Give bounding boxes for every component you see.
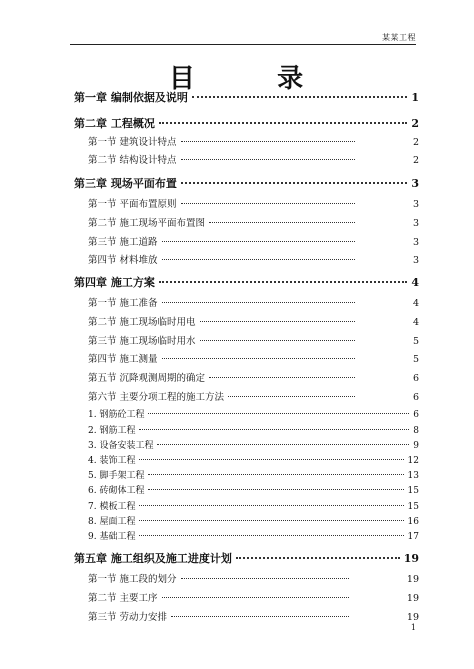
toc-section-row[interactable] bbox=[74, 389, 419, 403]
toc-entry-page: 2 bbox=[411, 117, 419, 130]
dot-leader bbox=[162, 301, 355, 303]
toc-item-row[interactable] bbox=[74, 529, 419, 542]
toc-entry-label: 第二节 结构设计特点 bbox=[88, 155, 177, 166]
title-char-right: 录 bbox=[277, 64, 306, 94]
toc-chapter-row[interactable] bbox=[74, 115, 419, 131]
dot-leader bbox=[181, 181, 408, 184]
toc-entry-label: 5. 脚手架工程 bbox=[88, 471, 145, 481]
toc-item-row[interactable] bbox=[74, 499, 419, 512]
toc-entry-label: 第五节 沉降观测周期的确定 bbox=[88, 373, 206, 384]
toc-item-row[interactable] bbox=[74, 468, 419, 481]
toc-entry-page: 13 bbox=[407, 471, 419, 481]
dot-leader bbox=[200, 320, 355, 322]
toc-entry-label: 3. 设备安装工程 bbox=[88, 441, 154, 451]
dot-leader bbox=[181, 158, 355, 160]
toc-section-row[interactable] bbox=[74, 152, 419, 166]
toc-entry-page: 3 bbox=[412, 218, 419, 229]
toc-item-row[interactable] bbox=[74, 423, 419, 436]
toc-section-row[interactable] bbox=[74, 571, 419, 585]
dot-leader bbox=[181, 577, 349, 579]
toc-section-row[interactable] bbox=[74, 234, 419, 248]
toc-entry-label: 第六节 主要分项工程的施工方法 bbox=[88, 392, 225, 403]
dot-leader bbox=[159, 280, 408, 283]
toc-section-row[interactable] bbox=[74, 196, 419, 210]
toc-entry-label: 7. 模板工程 bbox=[88, 502, 136, 512]
dot-leader bbox=[148, 488, 403, 490]
dot-leader bbox=[162, 258, 355, 260]
toc-entry-label: 第二节 主要工序 bbox=[88, 593, 158, 604]
toc-entry-page: 1 bbox=[411, 91, 419, 104]
toc-section-row[interactable] bbox=[74, 215, 419, 229]
toc-entry-page: 6 bbox=[412, 392, 419, 403]
toc-entry-label: 第二章 工程概况 bbox=[74, 117, 155, 130]
dot-leader bbox=[139, 534, 403, 536]
toc-entry-page: 15 bbox=[407, 486, 419, 496]
header-title: 某某工程 bbox=[382, 33, 416, 42]
toc-entry-page: 19 bbox=[403, 552, 419, 565]
dot-leader bbox=[181, 140, 355, 142]
toc-entry-page: 3 bbox=[412, 237, 419, 248]
dot-leader bbox=[209, 221, 355, 223]
toc-entry-label: 第二节 施工现场临时用电 bbox=[88, 317, 196, 328]
toc-entry-page: 5 bbox=[412, 354, 419, 365]
dot-leader bbox=[228, 395, 355, 397]
toc-entry-page: 3 bbox=[411, 177, 419, 190]
toc-entry-page: 3 bbox=[412, 199, 419, 210]
title-char-left: 目 bbox=[168, 64, 197, 94]
toc-entry-page: 6 bbox=[413, 410, 419, 420]
toc-entry-page: 2 bbox=[412, 155, 419, 166]
toc-entry-page: 4 bbox=[411, 276, 419, 289]
toc-entry-label: 第三节 施工道路 bbox=[88, 237, 158, 248]
dot-leader bbox=[200, 339, 355, 341]
toc-entry-page: 2 bbox=[412, 137, 419, 148]
toc-entry-label: 第四节 施工测量 bbox=[88, 354, 158, 365]
toc-item-row[interactable] bbox=[74, 514, 419, 527]
page-header bbox=[70, 30, 416, 45]
toc-entry-label: 第四节 材料堆放 bbox=[88, 255, 158, 266]
toc-entry-label: 2. 钢筋工程 bbox=[88, 426, 136, 436]
dot-leader bbox=[139, 504, 403, 506]
dot-leader bbox=[139, 519, 403, 521]
toc-entry-page: 8 bbox=[413, 426, 419, 436]
dot-leader bbox=[148, 473, 403, 475]
toc-chapter-row[interactable] bbox=[74, 274, 419, 290]
toc-section-row[interactable] bbox=[74, 295, 419, 309]
toc-entry-page: 3 bbox=[412, 255, 419, 266]
dot-leader bbox=[209, 376, 355, 378]
toc-section-row[interactable] bbox=[74, 609, 419, 623]
toc-entry-label: 第一节 平面布置原则 bbox=[88, 199, 177, 210]
toc-entry-page: 9 bbox=[413, 441, 419, 451]
toc-entry-page: 15 bbox=[407, 502, 419, 512]
page-number: 1 bbox=[410, 623, 416, 632]
toc-entry-label: 第一节 建筑设计特点 bbox=[88, 137, 177, 148]
toc-entry-page: 16 bbox=[407, 517, 419, 527]
dot-leader bbox=[171, 615, 349, 617]
toc-entry-label: 第二节 施工现场平面布置图 bbox=[88, 218, 206, 229]
toc-item-row[interactable] bbox=[74, 438, 419, 451]
toc-entry-label: 1. 钢筋砼工程 bbox=[88, 410, 145, 420]
toc-entry-page: 4 bbox=[412, 298, 419, 309]
dot-leader bbox=[148, 412, 409, 414]
toc-section-row[interactable] bbox=[74, 314, 419, 328]
dot-leader bbox=[157, 443, 409, 445]
toc-entry-page: 19 bbox=[406, 574, 419, 585]
toc-chapter-row[interactable] bbox=[74, 550, 419, 566]
toc-entry-label: 第一章 编制依据及说明 bbox=[74, 91, 188, 104]
toc-item-row[interactable] bbox=[74, 407, 419, 420]
toc-section-row[interactable] bbox=[74, 333, 419, 347]
toc-chapter-row[interactable] bbox=[74, 175, 419, 191]
toc-entry-label: 8. 屋面工程 bbox=[88, 517, 136, 527]
toc-chapter-row[interactable] bbox=[74, 89, 419, 105]
toc-entry-label: 第五章 施工组织及施工进度计划 bbox=[74, 552, 232, 565]
dot-leader bbox=[162, 240, 355, 242]
toc-section-row[interactable] bbox=[74, 590, 419, 604]
toc-entry-label: 第一节 施工段的划分 bbox=[88, 574, 177, 585]
toc-entry-page: 19 bbox=[406, 612, 419, 623]
toc-entry-label: 第三节 施工现场临时用水 bbox=[88, 336, 196, 347]
dot-leader bbox=[162, 357, 355, 359]
toc-section-row[interactable] bbox=[74, 351, 419, 365]
dot-leader bbox=[159, 121, 408, 124]
toc-entry-label: 第三节 劳动力安排 bbox=[88, 612, 168, 623]
toc-item-row[interactable] bbox=[74, 453, 419, 466]
toc-entry-label: 9. 基础工程 bbox=[88, 532, 136, 542]
toc-entry-label: 6. 砖砌体工程 bbox=[88, 486, 145, 496]
toc-entry-label: 第三章 现场平面布置 bbox=[74, 177, 177, 190]
toc-entry-label: 第一节 施工准备 bbox=[88, 298, 158, 309]
toc-entry-label: 第四章 施工方案 bbox=[74, 276, 155, 289]
toc-entry-page: 5 bbox=[412, 336, 419, 347]
dot-leader bbox=[181, 202, 355, 204]
toc-entry-page: 6 bbox=[412, 373, 419, 384]
toc-entry-page: 4 bbox=[412, 317, 419, 328]
toc-entry-page: 12 bbox=[407, 456, 419, 466]
toc-section-row[interactable] bbox=[74, 252, 419, 266]
toc-item-row[interactable] bbox=[74, 483, 419, 496]
dot-leader bbox=[162, 596, 349, 598]
toc-entry-label: 4. 装饰工程 bbox=[88, 456, 136, 466]
toc-entry-page: 17 bbox=[407, 532, 419, 542]
toc-section-row[interactable] bbox=[74, 134, 419, 148]
dot-leader bbox=[236, 556, 400, 559]
dot-leader bbox=[192, 95, 408, 98]
toc-entry-page: 19 bbox=[406, 593, 419, 604]
dot-leader bbox=[139, 428, 409, 430]
dot-leader bbox=[139, 458, 403, 460]
toc-section-row[interactable] bbox=[74, 370, 419, 384]
